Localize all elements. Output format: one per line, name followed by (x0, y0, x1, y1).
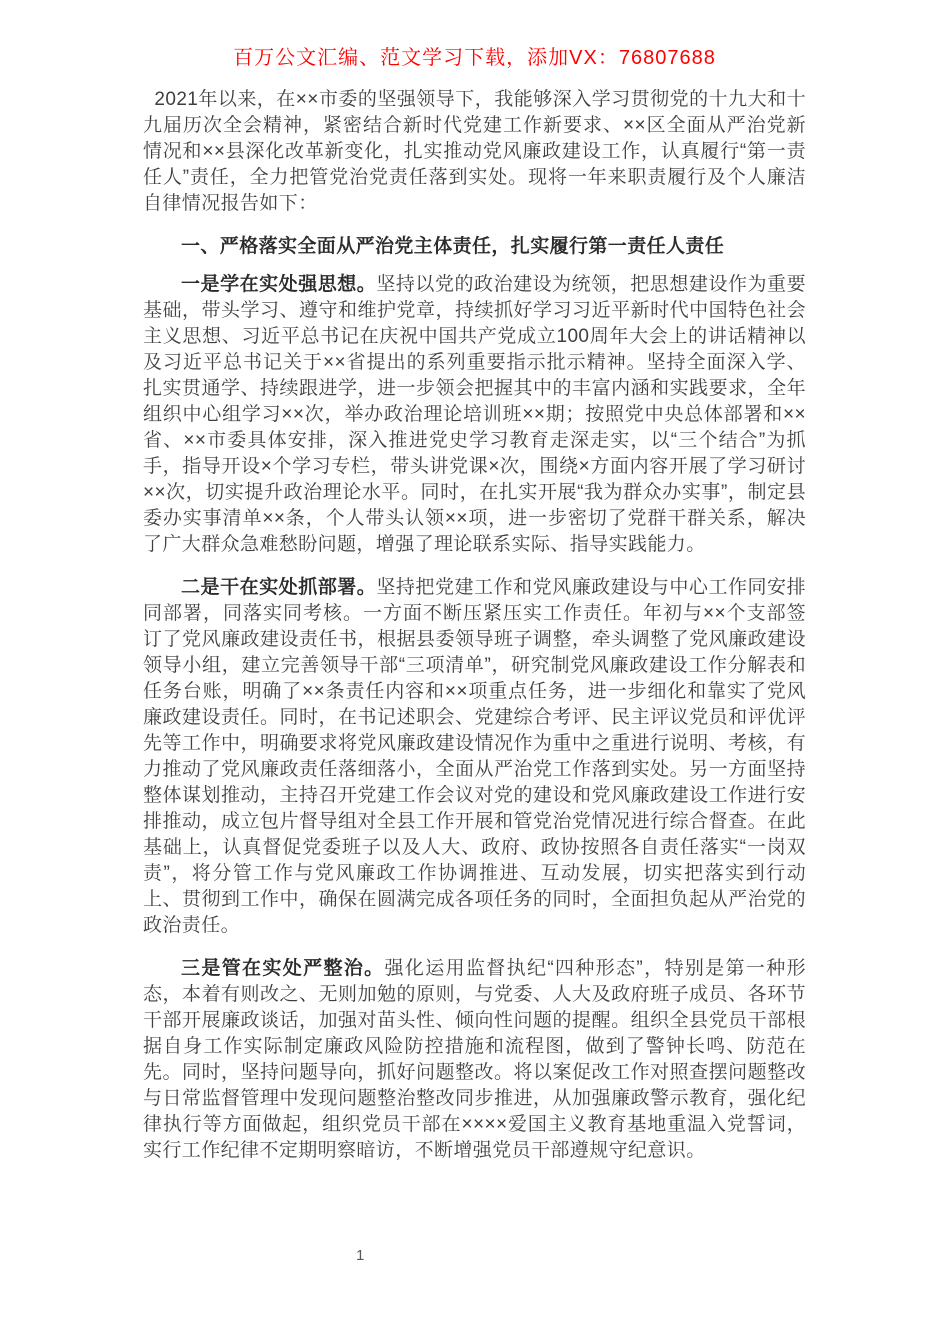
paragraph: 一是学在实处强思想。坚持以党的政治建设为统领，把思想建设作为重要基础，带头学习、遵守和维护党章，持续抓好学习习近平新时代中国特色社会主义思想、习近平总书记在庆祝中国共产党成立100周年大会上的讲话精神以及习近平总书记关于××省提出的系列重要指示批示精神。坚持全面深入学、扎实贯通学、持续跟进学，进一步领会把握其中的丰富内涵和实践要求，全年组织中心组学习××次，举办政治理论培训班××期；按照党中央总体部署和××省、××市委具体安排，深入推进党史学习教育走深走实，以“三个结合”为抓手，指导开设×个学习专栏，带头讲党课×次，围绕×方面内容开展了学习研讨××次，切实提升政治理论水平。同时，在扎实开展“我为群众办实事”，制定县委办实事清单××条，个人带头认领××项，进一步密切了党群干群关系，解决了广大群众急难愁盼问题，增强了理论联系实际、指导实践能力。 (143, 274, 806, 555)
document-body (143, 87, 806, 1164)
paragraph-lead: 二是干在实处抓部署。 (181, 577, 377, 598)
section-heading: 一、严格落实全面从严治党主体责任，扎实履行第一责任人责任 (181, 236, 725, 257)
paragraph-lead: 三是管在实处严整治。 (181, 958, 385, 979)
paragraph-lead: 一是学在实处强思想。 (181, 274, 377, 295)
promo-header-text: 百万公文汇编、范文学习下载，添加VX：76807688 (233, 47, 716, 69)
paragraph: 三是管在实处严整治。强化运用监督执纪“四种形态”，特别是第一种形态，本着有则改之、无则加勉的原则，与党委、人大及政府班子成员、各环节干部开展廉政谈话，加强对苗头性、倾向性问题的提醒。组织全县党员干部根据自身工作实际制定廉政风险防控措施和流程图，做到了警钟长鸣、防范在先。同时，坚持问题导向，抓好问题整改。将以案促改工作对照查摆问题整改与日常监督管理中发现问题整治整改同步推进，从加强廉政警示教育，强化纪律执行等方面做起，组织党员干部在××××爱国主义教育基地重温入党誓词，实行工作纪律不定期明察暗访，不断增强党员干部遵规守纪意识。 (143, 958, 806, 1161)
page-number: 1 (356, 1247, 365, 1264)
paragraph: 2021年以来，在××市委的坚强领导下，我能够深入学习贯彻党的十九大和十九届历次全会精神，紧密结合新时代党建工作新要求、××区全面从严治党新情况和××县深化改革新变化，扎实推动党风廉政建设工作，认真履行“第一责任人”责任，全力把管党治党责任落到实处。现将一年来职责履行及个人廉洁自律情况报告如下： (143, 89, 806, 214)
paragraph: 二是干在实处抓部署。坚持把党建工作和党风廉政建设与中心工作同安排同部署，同落实同考核。一方面不断压紧压实工作责任。年初与××个支部签订了党风廉政建设责任书，根据县委领导班子调整，牵头调整了党风廉政建设领导小组，建立完善领导干部“三项清单”，研究制党风廉政建设工作分解表和任务台账，明确了××条责任内容和××项重点任务，进一步细化和靠实了党风廉政建设责任。同时，在书记述职会、党建综合考评、民主评议党员和评优评先等工作中，明确要求将党风廉政建设情况作为重中之重进行说明、考核，有力推动了党风廉政责任落细落小，全面从严治党工作落到实处。另一方面坚持整体谋划推动，主持召开党建工作会议对党的建设和党风廉政建设工作进行安排推动，成立包片督导组对全县工作开展和管党治党情况进行综合督查。在此基础上，认真督促党委班子以及人大、政府、政协按照各自责任落实“一岗双责”，将分管工作与党风廉政工作协调推进、互动发展，切实把落实到行动上、贯彻到工作中，确保在圆满完成各项任务的同时，全面担负起从严治党的政治责任。 (143, 577, 806, 936)
